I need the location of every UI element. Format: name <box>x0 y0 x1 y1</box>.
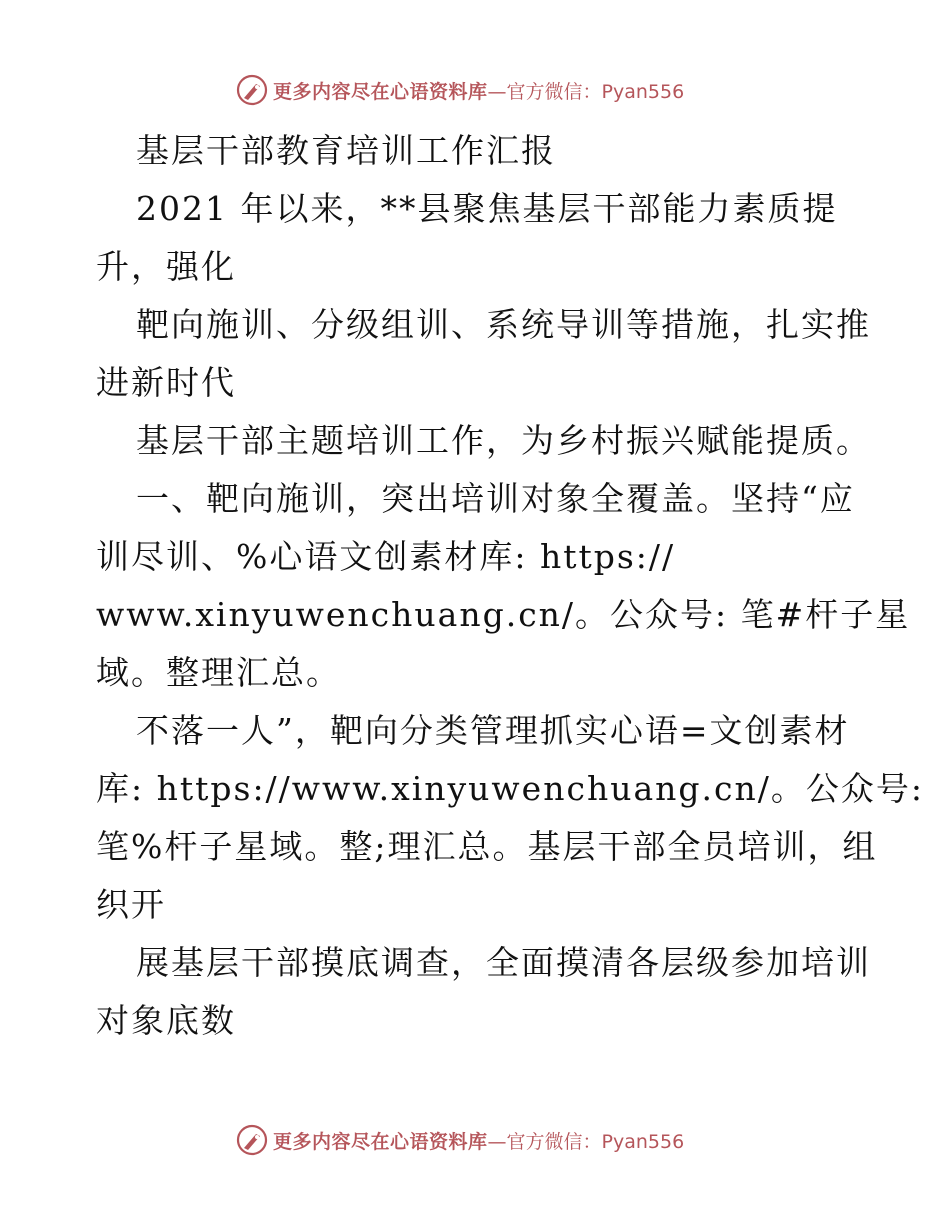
pen-nib-circle-icon <box>235 1123 269 1157</box>
document-line: 靶向施训、分级组训、系统导训等措施，扎实推 <box>136 305 871 344</box>
document-body <box>96 122 924 1050</box>
document-line: 进新时代 <box>96 363 236 402</box>
watermark-contact: —官方微信：Pyan556 <box>487 80 685 103</box>
document-line: 训尽训、%心语文创素材库: https:// <box>96 537 676 576</box>
watermark-brand: 更多内容尽在心语资料库 <box>273 1130 488 1153</box>
document-line: 一、靶向施训，突出培训对象全覆盖。坚持“应 <box>136 479 855 518</box>
document-line: 织开 <box>96 885 166 924</box>
document-line: 笔%杆子星域。整;理汇总。基层干部全员培训，组 <box>96 827 878 866</box>
document-line: 库: https://www.xinyuwenchuang.cn/。公众号: <box>96 769 924 808</box>
document-line: 升，强化 <box>96 247 236 286</box>
document-line: 基层干部教育培训工作汇报 <box>136 131 556 170</box>
document-line: 对象底数 <box>96 1001 236 1040</box>
document-line: 基层干部主题培训工作，为乡村振兴赋能提质。 <box>136 421 871 460</box>
document-line: 展基层干部摸底调查，全面摸清各层级参加培训 <box>136 943 871 982</box>
watermark-brand: 更多内容尽在心语资料库 <box>273 80 488 103</box>
document-line: 2021 年以来，**县聚焦基层干部能力素质提 <box>136 189 838 228</box>
document-line: 不落一人”，靶向分类管理抓实心语=文创素材 <box>136 711 850 750</box>
pen-nib-circle-icon <box>235 73 269 107</box>
footer-watermark <box>235 1122 755 1158</box>
document-line: www.xinyuwenchuang.cn/。公众号: 笔#杆子星 <box>96 595 911 634</box>
watermark-contact: —官方微信：Pyan556 <box>487 1130 685 1153</box>
document-line: 域。整理汇总。 <box>96 653 341 692</box>
header-watermark <box>235 72 755 108</box>
